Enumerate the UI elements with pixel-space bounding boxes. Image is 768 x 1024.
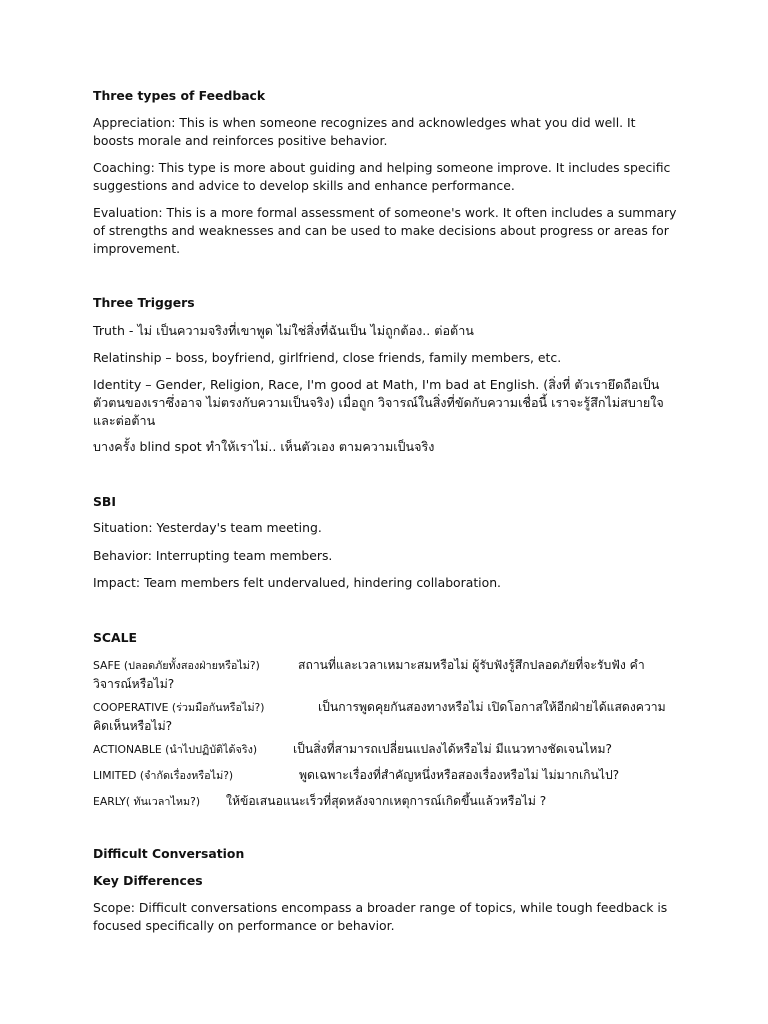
para-evaluation: Evaluation: This is a more formal assessment of someone's work. It often includes a summary of strengths and weaknesses and can be used to make decisions about progress or areas for improvement. <box>93 205 677 256</box>
para-identity: Identity – Gender, Religion, Race, I'm good at Math, I'm bad at English. (สิ่งที่ ตัวเรายึดถือเป็น ตัวตนของเราซึ่งอาจ ไม่ตรงกับความเป็นจริง) เมื่อถูก วิจารณ์ในสิ่งที่ขัดกับความเชื่อนี้ เราจะรู้สึกไม่สบายใจและต่อต้าน <box>93 377 664 428</box>
para-situation: Situation: Yesterday's team meeting. <box>93 520 322 535</box>
scale-safe <box>93 656 680 693</box>
para-appreciation: Appreciation: This is when someone recognizes and acknowledges what you did well. It boosts morale and reinforces positive behavior. <box>93 115 636 148</box>
scale-limited-label: LIMITED (จำกัดเรื่องหรือไม่?) <box>93 769 234 782</box>
heading-scale: SCALE <box>93 630 137 645</box>
scale-safe-text: สถานที่และเวลาเหมาะสมหรือไม่ ผู้รับฟังรู้สึกปลอดภัยที่จะรับฟัง คำวิจารณ์หรือไม่? <box>93 658 645 691</box>
heading-feedback-types: Three types of Feedback <box>93 88 266 103</box>
heading-difficult-conversation: Difficult Conversation <box>93 846 245 861</box>
scale-safe-label: SAFE (ปลอดภัยทั้งสองฝ่ายหรือไม่?) <box>93 659 260 672</box>
para-blind-spot: บางครั้ง blind spot ทำให้เราไม่.. เห็นตัวเอง ตามความเป็นจริง <box>93 439 435 454</box>
para-relationship: Relatinship – boss, boyfriend, girlfriend, close friends, family members, etc. <box>93 350 562 365</box>
scale-actionable-label: ACTIONABLE (นำไปปฏิบัติได้จริง) <box>93 743 258 756</box>
para-truth: Truth - ไม่ เป็นความจริงที่เขาพูด ไม่ใช่สิ่งที่ฉันเป็น ไม่ถูกต้อง.. ต่อต้าน <box>93 323 474 338</box>
para-coaching: Coaching: This type is more about guiding and helping someone improve. It includes specific suggestions and advice to develop skills and enhance performance. <box>93 160 671 193</box>
scale-cooperative-text: เป็นการพูดคุยกันสองทางหรือไม่ เปิดโอกาสให้อีกฝ่ายได้แสดงความ คิดเห็นหรือไม่? <box>93 700 666 733</box>
para-scope: Scope: Difficult conversations encompass a broader range of topics, while tough feedback is focused specifically on performance or behavior. <box>93 900 668 933</box>
scale-early-text: ให้ข้อเสนอแนะเร็วที่สุดหลังจากเหตุการณ์เกิดขึ้นแล้วหรือไม่ ? <box>226 794 547 808</box>
scale-limited <box>93 766 680 785</box>
scale-early-label: EARLY( ทันเวลาไหม?) <box>93 795 201 808</box>
scale-cooperative <box>93 698 680 735</box>
heading-three-triggers: Three Triggers <box>93 295 195 310</box>
heading-sbi: SBI <box>93 494 116 509</box>
scale-actionable <box>93 740 680 759</box>
scale-limited-text: พูดเฉพาะเรื่องที่สำคัญหนึ่งหรือสองเรื่องหรือไม่ ไม่มากเกินไป? <box>299 768 620 782</box>
scale-actionable-text: เป็นสิ่งที่สามารถเปลี่ยนแปลงได้หรือไม่ มีแนวทางชัดเจนไหม? <box>293 742 612 756</box>
scale-early <box>93 792 680 811</box>
para-behavior: Behavior: Interrupting team members. <box>93 548 333 563</box>
scale-cooperative-label: COOPERATIVE (ร่วมมือกันหรือไม่?) <box>93 701 265 714</box>
heading-key-differences: Key Differences <box>93 873 203 888</box>
para-impact: Impact: Team members felt undervalued, hindering collaboration. <box>93 575 501 590</box>
